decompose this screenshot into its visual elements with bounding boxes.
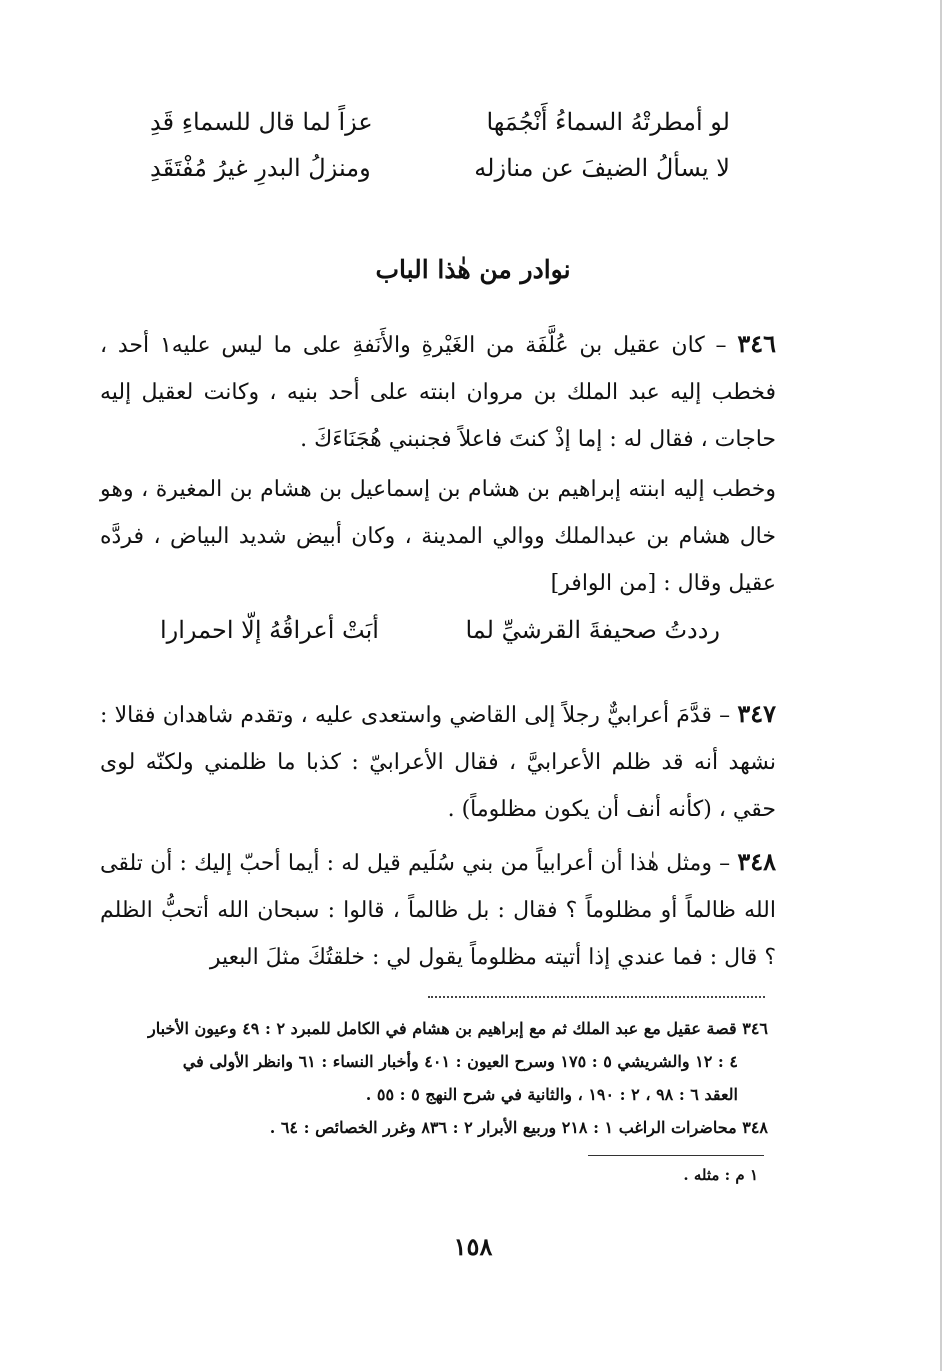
verse-top-line-1 bbox=[150, 108, 730, 136]
section-heading: نوادر من هٰذا الباب bbox=[375, 255, 571, 284]
paragraph-346 bbox=[100, 320, 776, 463]
source-notes bbox=[100, 1012, 768, 1144]
note-line: العقد ٦ : ٩٨ ، ٢ : ١٩٠ ، والثانية في شرح النهج ٥ : ٥٥ . bbox=[365, 1085, 738, 1104]
paragraph-347 bbox=[100, 690, 776, 833]
verse-middle bbox=[160, 616, 720, 644]
verse-hemistich: لا يسألُ الضيفَ عن منازله bbox=[474, 154, 730, 182]
paragraph-number: ٣٤٨ bbox=[737, 847, 776, 876]
page-edge bbox=[940, 0, 942, 1371]
paragraph-text: – كان عقيل بن عُلَّفَة من الغَيْرةِ والأَنَفةِ على ما ليس عليه١ أحد ، فخطب إليه عبد الملك بن مروان ابنته على أحد بنيه ، وكانت لعقيل إليه حاجات ، فقال له : إما إذْ كنتَ فاعلاً فجنبني هُجَنَاءَكَ . bbox=[100, 333, 776, 452]
note-line: ٤ : ١٢ والشريشي ٥ : ١٧٥ وسرح العيون : ٤٠١ وأخبار النساء : ٦١ وانظر الأولى في bbox=[182, 1052, 738, 1071]
verse-hemistich: لو أمطرتْهُ السماءُ أَنْجُمَها bbox=[486, 108, 730, 136]
paragraph-text: – ومثل هٰذا أن أعرابياً من بني سُلَيم قيل له : أيما أحبّ إليك : أن تلقى الله ظالماً أو مظلوماً ؟ فقال : بل ظالماً ، قالوا : سبحان الله أتحبُّ الظلم ؟ قال : فما عندي إذا أتيته مظلوماً يقول لي : خلقتُكَ مثلَ البعير bbox=[100, 851, 776, 970]
paragraph-number: ٣٤٦ bbox=[737, 329, 776, 358]
note-line: ٣٤٦ قصة عقيل مع عبد الملك ثم مع إبراهيم بن هشام في الكامل للمبرد ٢ : ٤٩ وعيون الأخبار bbox=[148, 1019, 768, 1038]
footnote: ١ م : مثله . bbox=[683, 1166, 758, 1184]
verse-hemistich: ومنزلُ البدرِ غيرُ مُفْتَقَدِ bbox=[150, 154, 371, 182]
verse-hemistich: رددتُ صحيفةَ القرشيِّ لما bbox=[465, 616, 720, 644]
verse-hemistich: أبَتْ أعراقُهُ إلّا احمرارا bbox=[160, 616, 379, 644]
paragraph-number: ٣٤٧ bbox=[737, 699, 776, 728]
paragraph-text: – قدَّمَ أعرابيٌّ رجلاً إلى القاضي واستعدى عليه ، وتقدم شاهدان فقالا : نشهد أنه قد ظلم الأعرابيَّ ، فقال الأعرابيّ : كذبا ما ظلمني ولكنّه لوى حقي ، (كأنه أنف أن يكون مظلوماً) . bbox=[100, 703, 776, 822]
page-number: ١٥٨ bbox=[453, 1232, 493, 1261]
paragraph-346-continued bbox=[100, 466, 776, 607]
footnote-separator bbox=[588, 1155, 764, 1156]
note-line: ٣٤٨ محاضرات الراغب ١ : ٢١٨ وربيع الأبرار ٢ : ٨٣٦ وغرر الخصائص : ٦٤ . bbox=[269, 1118, 768, 1137]
notes-separator bbox=[428, 996, 765, 998]
paragraph-348 bbox=[100, 838, 776, 981]
paragraph-text: وخطب إليه ابنته إبراهيم بن هشام بن إسماعيل بن هشام بن المغيرة ، وهو خال هشام بن عبدالملك ووالي المدينة ، وكان أبيض شديد البياض ، فردَّه عقيل وقال : [من الوافر] bbox=[100, 477, 776, 596]
verse-top-line-2 bbox=[150, 154, 730, 182]
verse-hemistich: عزاً لما قال للسماءِ قَدِ bbox=[150, 108, 373, 136]
